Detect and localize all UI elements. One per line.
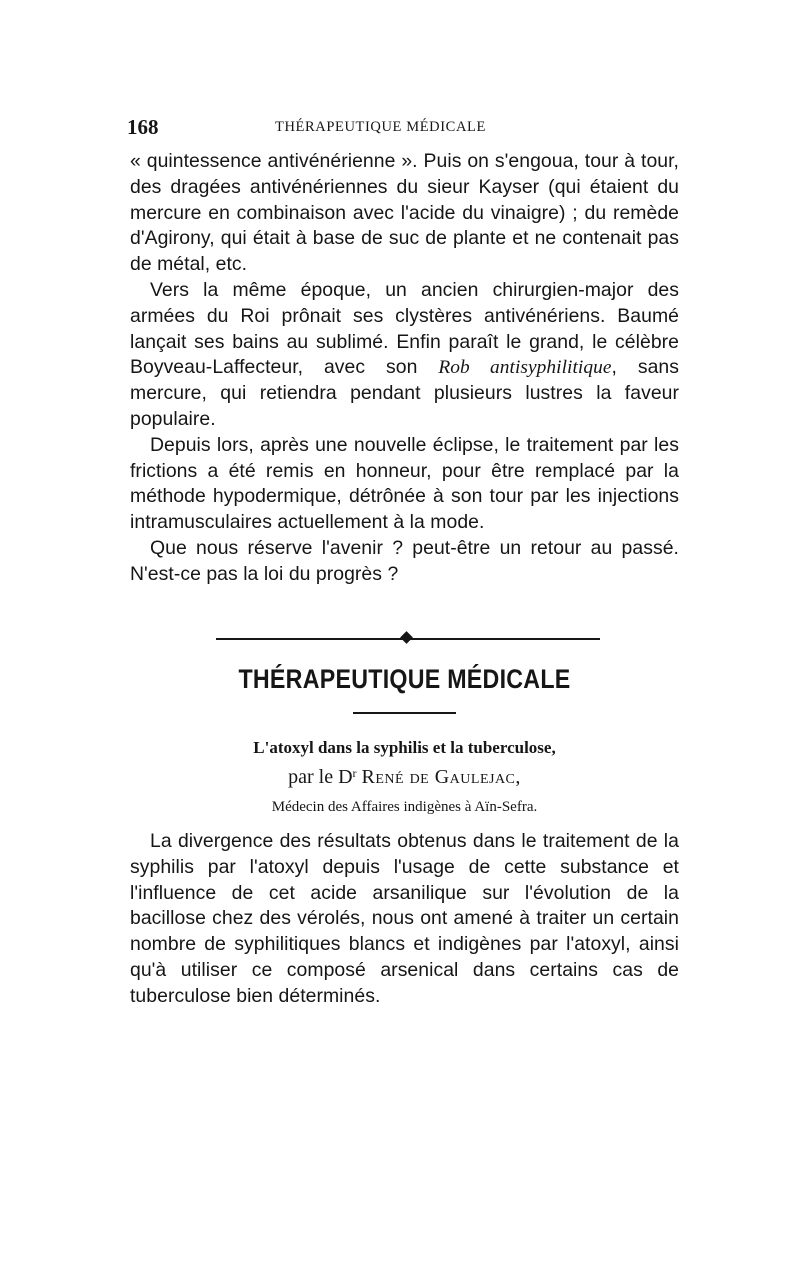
section-heading: THÉRAPEUTIQUE MÉDICALE bbox=[238, 664, 571, 694]
article-author bbox=[130, 766, 679, 789]
ornamental-rule bbox=[216, 630, 600, 646]
author-prefix-superscript: r bbox=[352, 766, 357, 780]
intro-paragraph-2 bbox=[130, 278, 679, 433]
author-name: René de Gaulejac, bbox=[361, 766, 521, 788]
intro-paragraph-3: Depuis lors, après une nouvelle éclipse, le traitement par les frictions a été remis en honneur, pour être remplacé par la méthode hypodermique, détrônée à son tour par les injections intramusculaires actuellement à la mode. bbox=[130, 433, 679, 534]
intro-paragraph-2-text: Vers la même époque, un ancien chirurgien-major des armées du Roi prônait ses clystères antivénériens. Baumé lançait ses bains au sublimé. Enfin paraît le grand, le célèbre Boyveau-Laffecteur, avec son bbox=[130, 278, 679, 379]
author-prefix-text: par le D bbox=[288, 766, 353, 788]
page-number: 168 bbox=[127, 115, 159, 139]
intro-paragraph-2-end: , sans mercure, qui retiendra pendant plusieurs lustres la faveur populaire. bbox=[130, 356, 679, 430]
diamond-ornament-icon bbox=[400, 631, 413, 644]
article-text-block bbox=[130, 829, 679, 1010]
intro-text-block bbox=[130, 149, 679, 588]
running-header bbox=[127, 115, 687, 139]
article-paragraph-1: La divergence des résultats obtenus dans le traitement de la syphilis par l'atoxyl depuis l'usage de cette substance et l'influence de cet acide arsanilique sur l'évolution de la bacillose chez des vérolés, nous ont amené à traiter un certain nombre de syphilitiques blancs et indigènes par l'atoxyl, ainsi qu'à utiliser ce composé arsenical dans certains cas de tuberculose bien déterminés. bbox=[130, 830, 679, 1007]
running-title: THÉRAPEUTIQUE MÉDICALE bbox=[275, 119, 486, 135]
heading-divider bbox=[353, 712, 456, 714]
author-affiliation: Médecin des Affaires indigènes à Aïn-Sefra. bbox=[271, 799, 538, 815]
author-prefix bbox=[288, 766, 356, 788]
article-title: L'atoxyl dans la syphilis et la tuberculose, bbox=[253, 738, 556, 757]
rob-antisyphilitique-italic: Rob antisyphilitique bbox=[438, 357, 612, 379]
intro-paragraph-4: Que nous réserve l'avenir ? peut-être un retour au passé. N'est-ce pas la loi du progrès ? bbox=[130, 536, 679, 585]
intro-paragraph-1: « quintessence antivénérienne ». Puis on s'engoua, tour à tour, des dragées antivénériennes du sieur Kayser (qui étaient du mercure en combinaison avec l'acide du vinaigre) ; du remède d'Agirony, qui était à base de suc de plante et ne contenait pas de métal, etc. bbox=[130, 150, 679, 276]
